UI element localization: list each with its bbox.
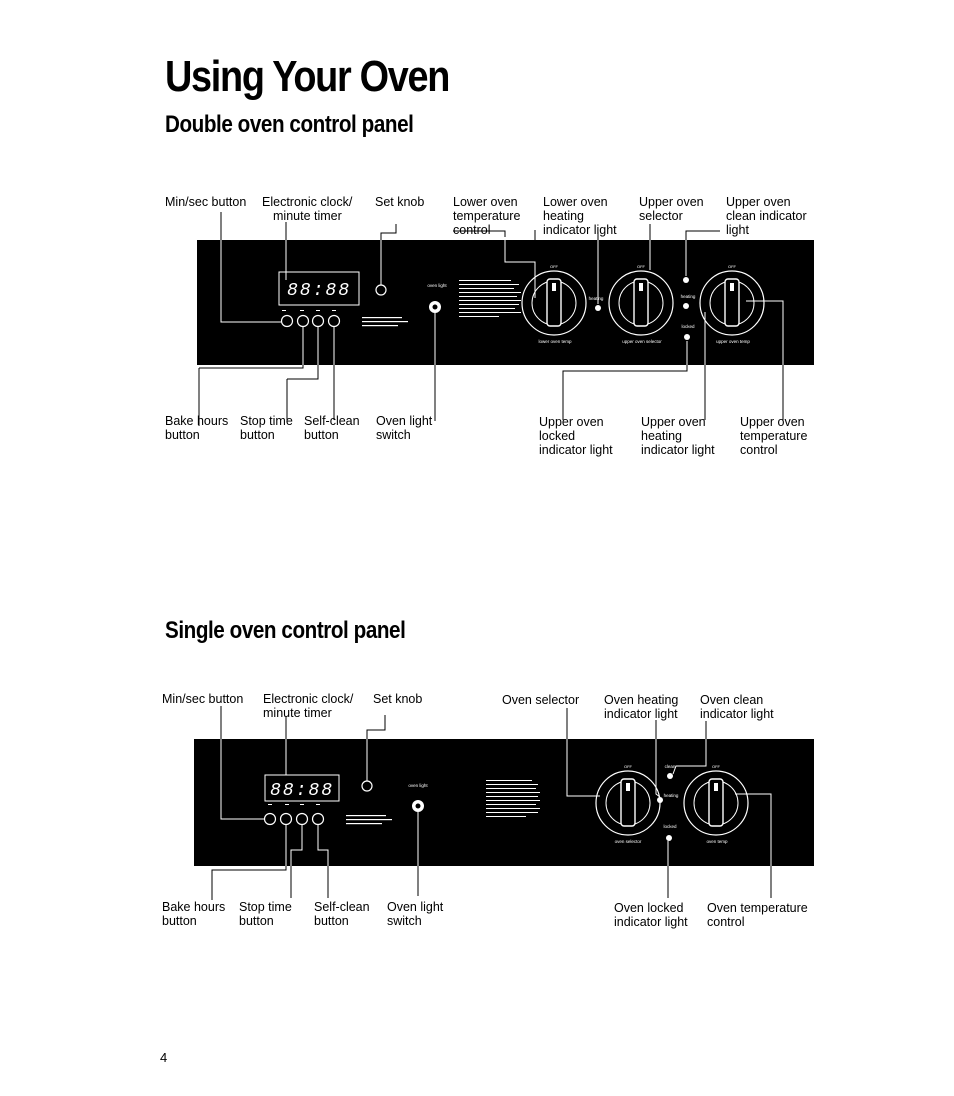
upper-heating-caption: heating <box>680 294 696 299</box>
svg-text:OFF: OFF <box>712 764 720 769</box>
label-self-clean: Self-clean button <box>314 900 370 928</box>
upper-oven-selector-caption: upper oven selector <box>622 339 662 344</box>
set-knob[interactable] <box>376 285 386 295</box>
svg-text:OFF: OFF <box>728 264 736 269</box>
oven-light-caption: oven light <box>408 783 428 788</box>
single-oven-diagram <box>0 690 954 950</box>
label-oven-light: Oven light switch <box>387 900 444 928</box>
label-electronic-clock: Electronic clock/ minute timer <box>262 195 353 223</box>
heating-caption: heating <box>663 793 679 798</box>
lower-heating-caption: heating <box>588 296 604 301</box>
label-oven-selector: Oven selector <box>502 693 580 707</box>
self-clean-button[interactable] <box>313 814 324 825</box>
set-knob[interactable] <box>362 781 372 791</box>
oven-clean-light <box>667 773 673 779</box>
single-oven-heading: Single oven control panel <box>165 617 406 644</box>
double-oven-heading: Double oven control panel <box>165 111 414 138</box>
label-bake-hours: Bake hours button <box>165 414 229 442</box>
bake-hours-button[interactable] <box>281 814 292 825</box>
oven-heating-light <box>657 797 663 803</box>
locked-caption: locked <box>663 824 677 829</box>
clock-display-digits: 88:88 <box>269 781 335 801</box>
min-sec-button[interactable] <box>265 814 276 825</box>
upper-oven-heating-light <box>683 303 689 309</box>
label-stop-time: Stop time button <box>240 414 293 442</box>
clean-caption: clean <box>664 764 676 769</box>
label-stop-time: Stop time button <box>239 900 292 928</box>
page-number: 4 <box>160 1050 168 1065</box>
oven-selector-caption: oven selector <box>614 839 642 844</box>
label-lower-oven-heating: Lower oven heating indicator light <box>543 195 617 237</box>
upper-locked-caption: locked <box>681 324 695 329</box>
lower-oven-heating-light <box>595 305 601 311</box>
label-electronic-clock: Electronic clock/ minute timer <box>263 692 354 720</box>
label-oven-locked: Oven locked indicator light <box>614 901 688 929</box>
min-sec-button[interactable] <box>282 316 293 327</box>
upper-oven-locked-light <box>684 334 690 340</box>
label-upper-oven-locked: Upper oven locked indicator light <box>539 415 613 457</box>
self-clean-button[interactable] <box>329 316 340 327</box>
svg-text:OFF: OFF <box>550 264 558 269</box>
lower-oven-temp-caption: lower oven temp <box>538 339 572 344</box>
label-oven-light: Oven light switch <box>376 414 433 442</box>
oven-temp-caption: oven temp <box>706 839 728 844</box>
svg-text:OFF: OFF <box>624 764 632 769</box>
label-upper-oven-clean: Upper oven clean indicator light <box>726 195 807 237</box>
upper-oven-clean-light <box>683 277 689 283</box>
label-oven-clean: Oven clean indicator light <box>700 693 774 721</box>
stop-time-button[interactable] <box>297 814 308 825</box>
label-set-knob: Set knob <box>373 692 423 706</box>
oven-light-caption: oven light <box>427 283 447 288</box>
clock-display-digits: 88:88 <box>286 281 352 301</box>
bake-hours-button[interactable] <box>298 316 309 327</box>
label-bake-hours: Bake hours button <box>162 900 226 928</box>
label-set-knob: Set knob <box>375 195 425 209</box>
label-upper-oven-heating: Upper oven heating indicator light <box>641 415 715 457</box>
double-oven-diagram <box>0 200 954 480</box>
label-min-sec-button: Min/sec button <box>165 195 247 209</box>
upper-oven-temp-caption: upper oven temp <box>716 339 750 344</box>
oven-locked-light <box>666 835 672 841</box>
svg-text:OFF: OFF <box>637 264 645 269</box>
label-min-sec-button: Min/sec button <box>162 692 244 706</box>
label-oven-temp: Oven temperature control <box>707 901 808 929</box>
label-lower-oven-temp: Lower oven temperature control <box>453 195 521 237</box>
label-oven-heating: Oven heating indicator light <box>604 693 679 721</box>
label-upper-oven-selector: Upper oven selector <box>639 195 704 223</box>
stop-time-button[interactable] <box>313 316 324 327</box>
page-title: Using Your Oven <box>165 52 450 101</box>
label-self-clean: Self-clean button <box>304 414 360 442</box>
label-upper-oven-temp: Upper oven temperature control <box>740 415 808 457</box>
